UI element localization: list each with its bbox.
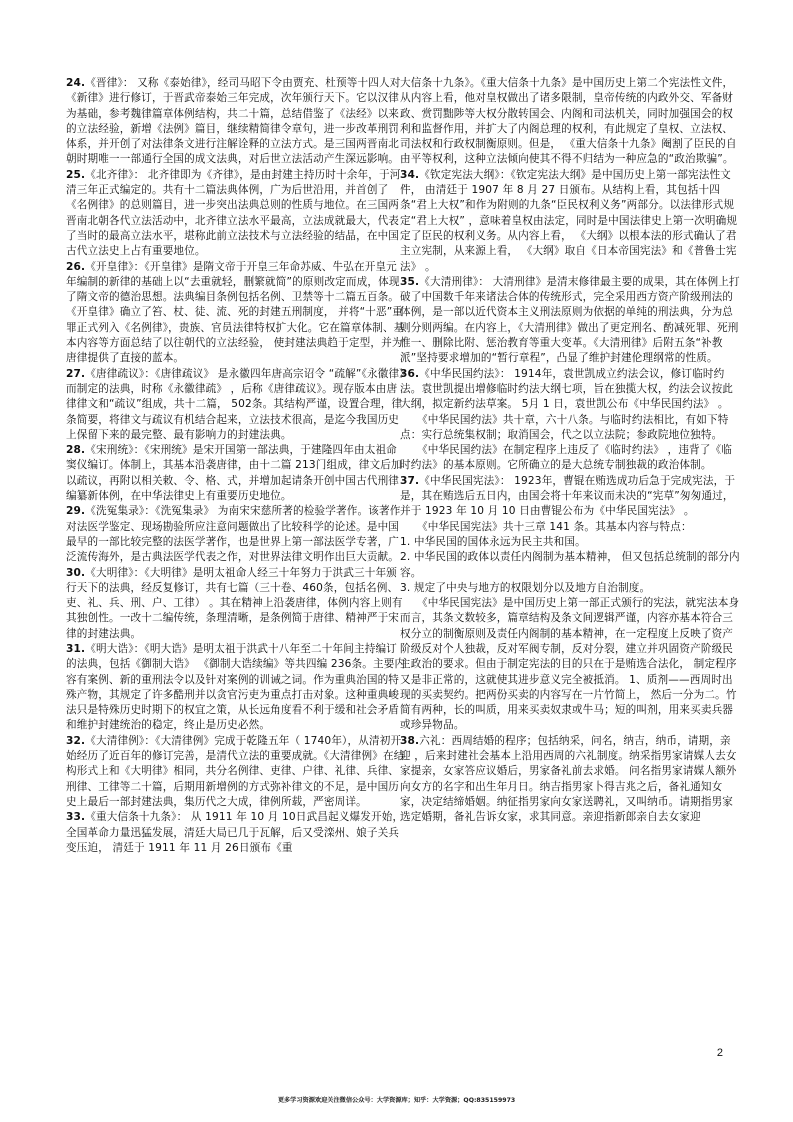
entry-paragraph xyxy=(400,168,740,275)
left-column xyxy=(66,76,406,856)
entry-paragraph xyxy=(66,367,406,443)
entry-paragraph xyxy=(400,596,740,734)
entry-paragraph xyxy=(66,76,406,168)
entry-paragraph xyxy=(66,734,406,810)
entry-number: 30. xyxy=(66,566,86,579)
entry-number: 35. xyxy=(400,275,420,288)
entry-text: 《中华民国约法》： 1914年，袁世凯成立约法会议，修订临时约法。袁世凯提出增修临时约法大纲七项，旨在独揽大权，约法会议按此大纲，拟定新约法草案。 5月 1 日，袁世凯公布《中华民国约法》 。 xyxy=(400,367,734,411)
entry-number: 38. xyxy=(400,734,420,747)
entry-text: 《中华民国宪法》是中国历史上第一部正式颁行的宪法，就宪法本身而言，其条文数较多，篇章结构及条文间逻辑严谨，内容亦基本符合三权分立的制衡原则及责任内阁制的基本精神，在一定程度上反映了资产阶级反对个人独裁，反对军阀专制，反对分裂，建立并巩固资产阶级民主政治的要求。但由于制定宪法的目的只在于是贿选合法化， 制定程序又是非正常的，这就使其进步意义完全被抵消。 1、质剂——西周时出现的买卖契约。把两份买卖的内容写在一片竹简上， 然后一分为二。竹简有两种，长的叫质，用来买卖奴隶或牛马；短的叫剂，用来买卖兵器或珍异物品。 xyxy=(400,597,740,732)
entry-paragraph xyxy=(400,474,740,520)
entry-text: 《钦定宪法大纲》：《钦定宪法大纲》是中国历史上第一部宪法性文件， 由清廷于 1907 年 8 月 27 日颁布。从结构上看，其包括十四条“君上大权”和作为附则的九条“臣民权利义务”两部分。以法律形式规定“君上大权” ，意味着皇权由法定，同时是中国法律史上第一次明确规定了臣民的权利义务。从内容上看， 《大纲》以根本法的形式确认了君主立宪制，从来源上看， 《大纲》取自《日本帝国宪法》和《普鲁士宪法》 。 xyxy=(400,168,738,273)
entry-number: 24. xyxy=(66,77,86,89)
entry-text: 《中华民国约法》在制定程序上违反了《临时约法》 ，违背了《临时约法》的基本原则。它所确立的是大总统专制独裁的政治体制。 xyxy=(400,444,733,472)
entry-paragraph xyxy=(400,275,740,367)
right-column xyxy=(400,76,740,826)
entry-number: 33. xyxy=(66,811,86,824)
entry-text: 《洗冤集录》：《洗冤集录》 为南宋宋慈所著的检验学著作。该著作对法医学鉴定、现场勘验所应注意问题做出了比较科学的论述。是中国最早的一部比较完整的法医学著作，也是世界上第一部法医学专著，广泛流传海外，是古典法医学代表之作，对世界法律文明作出巨大贡献。 xyxy=(66,505,401,564)
entry-text: 2. 中华民国的政体以责任内阁制为基本精神， 但又包括总统制的部分内容。 xyxy=(400,551,740,579)
entry-text: 《重大信条十九条》： 从 1911 年 10 月 10日武昌起义爆发开始，全国革命力量迅猛发展，清廷大局已几于瓦解，后又受滦州、娘子关兵变压迫， 清廷于 1911 年 11 月 26日颁布《重 xyxy=(66,811,404,854)
entry-text: 1. 中华民国的国体永远为民主共和国。 xyxy=(400,535,586,548)
entry-number: 36. xyxy=(400,367,420,380)
entry-number: 27. xyxy=(66,367,86,380)
entry-number: 32. xyxy=(66,734,86,747)
entry-text: 《大清律例》：《大清律例》完成于乾隆五年（ 1740年），从清初开始经历了近百年的修订完善，是清代立法的重要成就。《大清律例》在结构形式上和《大明律》相同，共分名例律、吏律、户律、礼律、兵律、刑律、工律等二十篇，后期用新增例的方式弥补律文的不足，是中国历史上最后一部封建法典，集历代之大成，律例所载，严密周详。 xyxy=(66,734,405,808)
entry-text: 《晋律》： 又称《泰始律》，经司马昭下令由贾充、杜预等十四人对《新律》进行修订，于晋武帝泰始三年完成，次年颁行天下。它以汉律为基础，参考魏律篇章体例结构，共二十篇，总结借鉴了《法经》以来的立法经验，新增《法例》篇目，继续精简律令章句，进一步改革刑罚体系，并开创了对法律条文进行注解诠释的立法方式。是三国两晋南北朝时期唯一一部通行全国的成文法典，对后世立法活动产生深远影响。 xyxy=(66,77,401,166)
entry-number: 25. xyxy=(66,168,86,181)
entry-paragraph xyxy=(66,504,406,565)
entry-text: 《大清刑律》： 大清刑律》是清末修律最主要的成果，其在体例上打破了中国数千年来诸法合体的传统形式，完全采用西方资产阶级刑法的体例，是一部以近代资本主义刑法原则为依据的单纯的刑法典，分为总则分则两编。在内容上，《大清刑律》做出了更定刑名、酌减死罪、死刑惟一、删除比附、惩治教育等重大变革。《大清刑律》后附五条“补教派”坚持要求增加的“暂行章程”，凸显了维护封建伦理纲常的性质。 xyxy=(400,275,740,365)
entry-number: 28. xyxy=(66,444,86,457)
entry-text: 《开皇律》：《开皇律》是隋文帝于开皇三年命苏威、牛弘在开皇元年编制的新律的基础上以“去重就轻，删繁就简”的原则改定而成，体现了隋文帝的德治思想。法典编目条例包括名例、卫禁等十二篇五百条。 《开皇律》确立了笞、杖、徒、流、死的封建五刑制度， 并将“十恶”重罪正式列入《名例律》，贵族、官员法律特权扩大化。它在篇章体制、基本内容等方面总结了以往朝代的立法经验， 使封建法典趋于定型，并为唐律提供了直接的蓝本。 xyxy=(66,260,405,365)
entry-paragraph xyxy=(66,642,406,734)
entry-number: 26. xyxy=(66,260,86,273)
entry-paragraph xyxy=(400,535,740,550)
entry-paragraph xyxy=(400,413,740,444)
entry-number: 37. xyxy=(400,474,420,487)
entry-paragraph xyxy=(66,168,406,260)
entry-text: 《宋刑统》：《宋刑统》是宋开国第一部法典，于建隆四年由太祖命窦仪编订。体制上，其基本沿袭唐律，由十二篇 213门组成，律文后加以疏议，再附以相关敕、令、格、式，并增加起请条开创中国古代刑律编纂新体例，在中华法律史上有重要历史地位。 xyxy=(66,444,402,503)
entry-text: 六礼：西周结婚的程序；包括纳采，问名，纳吉，纳币，请期，亲迎 ，后来封建社会基本上沿用西周的六礼制度。纳采指男家请媒人去女家提亲，女家答应议婚后，男家备礼前去求婚。 问名指男家请媒人额外向女方的名字和出生年月日。纳吉指男家卜得吉兆之后，备礼通知女家，决定结缔婚姻。纳征指男家向女家送聘礼，又叫纳币。请期指男家选定婚期，备礼告诉女家，求其同意。亲迎指新郎亲自去女家迎 xyxy=(400,734,737,824)
entry-number: 29. xyxy=(66,505,86,518)
entry-paragraph xyxy=(66,810,406,856)
entry-paragraph xyxy=(66,566,406,642)
entry-paragraph xyxy=(400,367,740,413)
entry-text: 《明大诰》：《明大诰》是明太祖于洪武十八年至二十年间主持编订的法典，包括《御制大诰》 《御制大诰续编》等共四编 236条。主要内容有案例、新的重刑法令以及针对案例的训诫之词。作为重典治国的特殊产物，其规定了许多酷刑并以贪官污吏为重点打击对象。这种重典峻法只是特殊历史时期下的权宜之策，从长远角度看不利于缓和社会矛盾和维护封建统治的稳定，终止是历史必然。 xyxy=(66,642,406,732)
page-number: 2 xyxy=(716,1047,723,1059)
footer-note: 更多学习资源欢迎关注微信公众号：大学资源库；知乎：大学资源；QQ:835159973 xyxy=(277,1097,516,1104)
entry-paragraph xyxy=(400,76,740,168)
entry-text: 大信条十九条》。《重大信条十九条》是中国历史上第二个宪法性文件，从内容上看，他对皇权做出了诸多限制，皇帝传统的内政外交、军备财政、赏罚黜陟等大权分散转国会、内阁和司法机关，同时加强国会的权利和监督作用，并扩大了内阁总理的权利，有此规定了皇权、立法权、司法权和行政权制衡原则。但是， 《重大信条十九条》阉割了臣民的自由平等权利，这种立法倾向使其不得不归结为一种应急的“政治欺骗”。 xyxy=(400,77,737,166)
entry-paragraph xyxy=(400,443,740,474)
entry-text: 《中华民国宪法》共十三章 141 条。其基本内容与特点： xyxy=(416,520,692,533)
entry-text: 《唐律疏议》：《唐律疏议》 是永徽四年唐高宗诏令 “疏解”《永徽律》而制定的法典，时称《永徽律疏》 ，后称《唐律疏议》。现存版本由唐律律文和“疏议”组成，共十二篇， 502条。其结构严谨，设置合理，律条简要，将律文与疏议有机结合起来，立法技术很高，是迄今我国历史上保留下来的最完整、最有影响力的封建法典。 xyxy=(66,367,405,441)
entry-paragraph xyxy=(400,734,740,826)
entry-paragraph xyxy=(400,581,740,596)
entry-text: 《中华民国宪法》： 1923年，曹锟在贿选成功后急于完成宪法，于是，其在贿选后五日内，由国会将十年来议而未决的“宪草”匆匆通过，并于 1923 年 10 月 10 日由曹锟公布为《中华民国宪法》 。 xyxy=(400,474,736,518)
entry-paragraph xyxy=(400,550,740,581)
entry-paragraph xyxy=(400,520,740,535)
entry-paragraph xyxy=(66,260,406,367)
entry-paragraph xyxy=(66,443,406,504)
entry-text: 3. 规定了中央与地方的权限划分以及地方自治制度。 xyxy=(400,581,651,594)
entry-number: 34. xyxy=(400,168,420,181)
entry-text: 《北齐律》： 北齐律即为《齐律》，是由封建主持历时十余年，于河清三年正式编定的。共有十二篇法典体例，广为后世沿用，并首创了《名例律》的总则篇目，进一步突出法典总则的性质与地位。在三国两晋南北朝各代立法活动中，北齐律立法水平最高，立法成就最大，代表了当时的最高立法水平，堪称此前立法技术与立法经验的结晶，在中国古代立法史上占有重要地位。 xyxy=(66,168,401,258)
entry-text: 《大明律》：《大明律》是明太祖命人经三十年努力于洪武三十年颁行天下的法典，经反复修订，共有七篇（三十卷、460条，包括名例、吏、礼、兵、刑、户、工律） 。其在精神上沿袭唐律，体例内容上则有其独创性。一改十二编传统，条理清晰，是条例简于唐律、精神严于宋律的封建法典。 xyxy=(66,566,403,640)
entry-text: 《中华民国约法》共十章，六十八条。与临时约法相比，有如下特点：实行总统集权制；取消国会，代之以立法院；参政院地位独特。 xyxy=(400,413,729,441)
entry-number: 31. xyxy=(66,642,86,655)
